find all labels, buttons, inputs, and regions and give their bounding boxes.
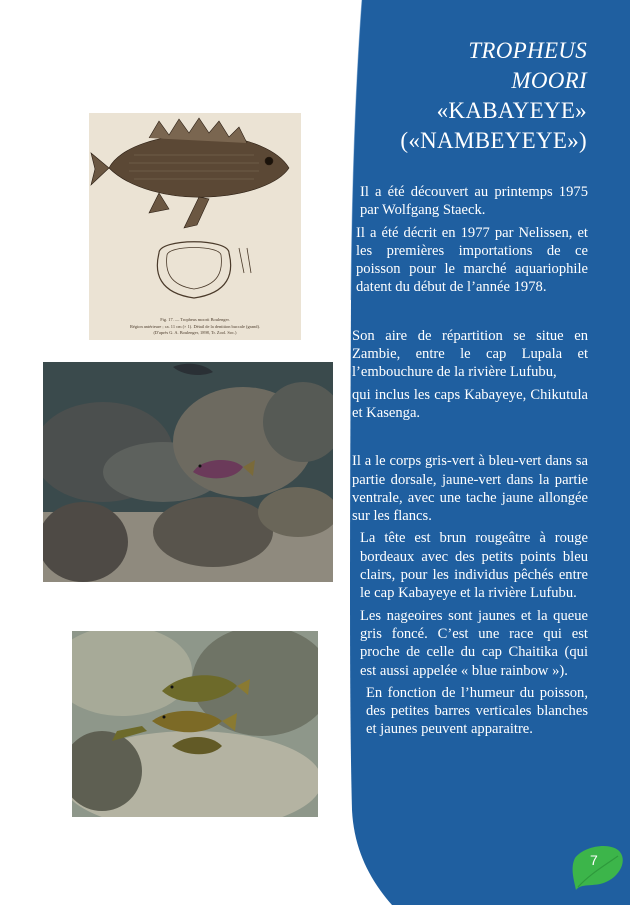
paragraph-capes: qui inclus les caps Kabayeye, Chikutula et Kasenga. — [352, 386, 588, 421]
paragraph-body-color: Il a le corps gris-vert à bleu-vert dans sa partie dorsale, jaune-vert dans la partie ventrale, avec une tache jaune allongée sur les flancs. — [352, 453, 588, 525]
paragraph-head-color: La tête est brun rougeâtre à rouge bordeaux avec des petits points bleu clairs, pour les individus pêchés entre le cap Kabayeye et la rivière Lufubu. — [360, 530, 588, 602]
article-body — [352, 183, 588, 739]
paragraph-fins: Les nageoires sont jaunes et la queue gris foncé. C’est une race qui est proche de celle du cap Chaitika (qui est aussi appelée « blue rainbow »). — [360, 607, 588, 679]
paragraph-discovery: Il a été découvert au printemps 1975 par Wolfgang Staeck. — [360, 184, 588, 219]
aquarium-photo-fish — [72, 631, 318, 817]
title-variant: «KABAYEYE» («NAMBEYEYE») — [400, 98, 587, 153]
aquarium-photo-rocks — [43, 362, 333, 582]
fish-illustration — [89, 113, 301, 340]
title-species: TROPHEUS MOORI — [468, 38, 587, 93]
caption-line-3: (D'après G. A. Boulenger, 1898, Tr. Zool. Soc.) — [153, 330, 237, 335]
caption-line-2: Région antérieure ; ca. 11 cm (× 1). Détail de la dentition buccale (grand). — [129, 324, 261, 329]
page-number: 7 — [590, 852, 598, 868]
caption-line-1: Fig. 17. — Tropheus moorii Boulenger. — [160, 317, 230, 322]
article-title — [397, 36, 587, 156]
paragraph-mood: En fonction de l’humeur du poisson, des petites barres verticales blanches et jaunes peuvent apparaitre. — [366, 684, 588, 738]
paragraph-description: Il a été décrit en 1977 par Nelissen, et les premières importations de ce poisson pour le marché aquariophile datent du début de l’année 1978. — [356, 224, 588, 296]
paragraph-range: Son aire de répartition se situe en Zambie, entre le cap Lupala et l’embouchure de la rivière Lufubu, — [352, 327, 588, 381]
